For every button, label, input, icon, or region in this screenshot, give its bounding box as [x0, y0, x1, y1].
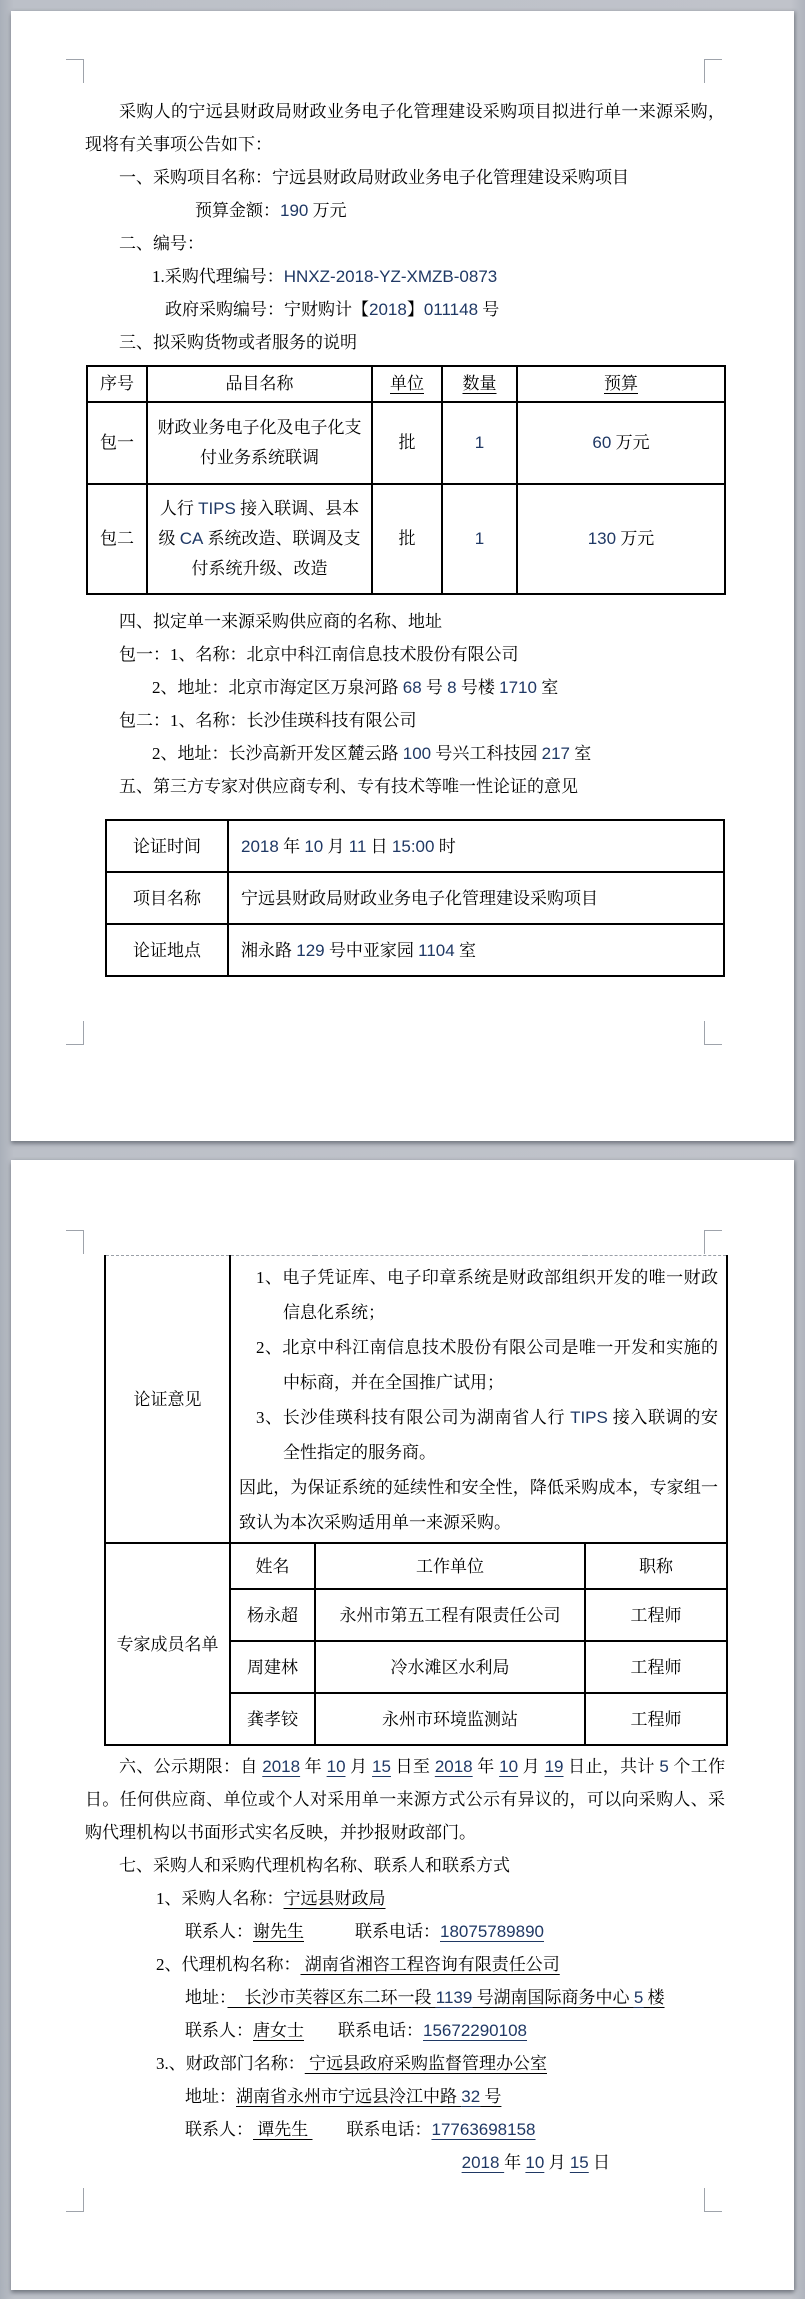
- table-header-row: [87, 366, 725, 402]
- text-segment: 3、长沙佳瑛科技有限公司为湖南省人行: [256, 1408, 571, 1427]
- cell-expert-title: 工程师: [585, 1693, 727, 1745]
- text-segment: 万元: [616, 529, 655, 548]
- text-segment: 时: [434, 836, 456, 856]
- document-page-1: [11, 11, 794, 1141]
- text-segment: 号湖南国际商务中心: [472, 1988, 634, 2007]
- text-segment: 联系人：: [185, 2120, 253, 2139]
- fiscal-contact-line: [85, 2113, 725, 2146]
- margin-corner-mark: [704, 2188, 722, 2212]
- text-segment: 10: [304, 836, 324, 856]
- cell-value: [228, 924, 724, 976]
- text-segment: 68: [402, 678, 422, 697]
- section1-title: 一、采购项目名称：宁远县财政局财政业务电子化管理建设采购项目: [119, 168, 629, 187]
- text-segment: 长沙市芙蓉区东二环一段: [227, 1988, 436, 2007]
- experts-label-cell: 专家成员名单: [105, 1543, 230, 1745]
- text-segment: 3.、财政部门名称：: [156, 2054, 305, 2073]
- cell-expert-title: 工程师: [585, 1641, 727, 1693]
- text-segment: 2018: [461, 2153, 505, 2172]
- text-segment: 129: [296, 940, 325, 960]
- table-row: [106, 872, 724, 924]
- text-segment: 号: [480, 2087, 502, 2106]
- text-segment: [304, 1922, 355, 1941]
- cell-label: 论证时间: [106, 820, 228, 872]
- section2-title: 二、编号：: [119, 234, 204, 253]
- text-segment: 130: [587, 529, 617, 548]
- text-segment: 5: [633, 1988, 644, 2007]
- fiscal-address-line: [85, 2080, 725, 2113]
- text-segment: 谭先生: [253, 2120, 313, 2139]
- intro-paragraph: [85, 95, 725, 161]
- text-segment: 15:00: [391, 836, 435, 856]
- cell-label: 项目名称: [106, 872, 228, 924]
- table-row: [87, 484, 725, 594]
- text-segment: 采购人的宁远县财政局财政业务电子化管理建设采购项目拟进行单一来源采购，现将有关事项公告如下：: [85, 102, 725, 154]
- text-segment: 接入联调、县本级: [158, 499, 360, 548]
- procurement-items-table: [86, 365, 726, 595]
- text-segment: 2、地址：北京市海定区万泉河路: [152, 678, 403, 697]
- text-segment: 号: [421, 678, 448, 697]
- text-segment: 包一：1、名称：北京中科江南信息技术股份有限公司: [119, 645, 519, 664]
- buyer-contact-line: [85, 1915, 725, 1948]
- opinion-item: [239, 1260, 718, 1330]
- supplier2-name: [85, 704, 725, 737]
- text-segment: 日: [588, 2153, 610, 2172]
- text-segment: 1、采购人名称：: [156, 1889, 284, 1908]
- text-segment: 联系电话：: [355, 1922, 440, 1941]
- cell-seq: 包二: [87, 484, 147, 594]
- header-budget: 预算: [517, 366, 725, 402]
- buyer-name-line: [85, 1882, 725, 1915]
- text-segment: 地址：: [185, 2087, 236, 2106]
- agency-number-line: [85, 260, 725, 293]
- opinion-label-cell: 论证意见: [105, 1256, 230, 1544]
- text-segment: [304, 2021, 338, 2040]
- opinion-row: [105, 1256, 727, 1544]
- cell-seq: 包一: [87, 402, 147, 484]
- cell-unit: 批: [372, 484, 442, 594]
- agent-address-line: [85, 1981, 725, 2014]
- text-segment: 个工作日。任何供应商、单位或个人对采用单一来源方式公示有异议的，可以向采购人、采购代理机构以书面形式实名反映，并抄报财政部门。: [85, 1757, 726, 1842]
- header-qty: 数量: [442, 366, 517, 402]
- text-segment: 217: [541, 744, 570, 763]
- text-segment: 联系电话：: [338, 2021, 423, 2040]
- section4-title: 四、拟定单一来源采购供应商的名称、地址: [119, 612, 442, 631]
- text-segment: 因此，为保证系统的延续性和安全性，降低采购成本，专家组一致认为本次采购适用单一来源采购。: [239, 1478, 719, 1532]
- cell-expert-name: 周建林: [230, 1641, 315, 1693]
- text-segment: 8: [447, 678, 457, 697]
- text-segment: 15: [372, 1757, 391, 1776]
- text-segment: 10: [326, 1757, 346, 1776]
- cell-qty: [442, 402, 517, 484]
- text-segment: 日止，共计: [563, 1757, 660, 1776]
- text-segment: 号中亚家园: [324, 940, 419, 960]
- budget-line: [85, 194, 725, 227]
- header-seq: 序号: [87, 366, 147, 402]
- table-row: [87, 402, 725, 484]
- text-segment: 湖南省湘咨工程咨询有限责任公司: [300, 1955, 560, 1974]
- text-segment: 2018: [241, 836, 279, 856]
- text-segment: 1.: [152, 267, 165, 286]
- text-segment: 2、地址：长沙高新开发区麓云路: [152, 744, 403, 763]
- cell-value: [228, 820, 724, 872]
- text-segment: 包二：1、名称：长沙佳瑛科技有限公司: [119, 711, 417, 730]
- text-segment: 宁远县财政局财政业务电子化管理建设采购项目: [241, 888, 598, 908]
- text-segment: 号兴工科技园: [431, 744, 542, 763]
- text-segment: 预算金额：: [195, 201, 280, 220]
- text-segment: CA: [179, 529, 204, 548]
- cell-expert-org: 永州市第五工程有限责任公司: [315, 1589, 585, 1641]
- text-segment: 室: [536, 678, 559, 697]
- text-segment: 室: [454, 940, 476, 960]
- supplier2-address: [85, 737, 725, 770]
- text-segment: 2、代理机构名称：: [156, 1955, 301, 1974]
- text-segment: 2、北京中科江南信息技术股份有限公司是唯一开发和实施的中标商，并在全国推广试用；: [256, 1338, 719, 1392]
- opinion-item: [239, 1400, 718, 1470]
- text-segment: 5: [659, 1757, 669, 1776]
- section3-title: 三、拟采购货物或者服务的说明: [119, 333, 357, 352]
- supplier1-name: [85, 638, 725, 671]
- text-segment: 宁远县财政局: [283, 1889, 386, 1908]
- page2-content: [11, 1160, 794, 2179]
- text-segment: 32: [461, 2087, 481, 2106]
- section7-title: 七、采购人和采购代理机构名称、联系人和联系方式: [119, 1856, 510, 1875]
- text-segment: 楼: [643, 1988, 665, 2007]
- cell-label: 论证地点: [106, 924, 228, 976]
- text-segment: 日: [366, 836, 392, 856]
- text-segment: 月: [544, 2153, 570, 2172]
- margin-corner-mark: [704, 1021, 722, 1045]
- text-segment: 11: [348, 836, 367, 856]
- text-segment: 1710: [499, 678, 537, 697]
- text-segment: 系统改造、联调及支付系统升级、改造: [191, 529, 361, 578]
- text-segment: 联系人：: [185, 2021, 253, 2040]
- text-segment: [313, 2120, 347, 2139]
- margin-corner-mark: [66, 2188, 84, 2212]
- text-segment: 财政业务电子化及电子化支付业务系统联调: [157, 418, 362, 467]
- text-segment: 】: [406, 300, 424, 319]
- text-segment: 宁远县政府采购监督管理办公室: [304, 2054, 547, 2073]
- text-segment: 月: [518, 1757, 545, 1776]
- gov-number-line: [85, 293, 725, 326]
- text-segment: 谢先生: [253, 1922, 304, 1941]
- text-segment: 唐女士: [253, 2021, 304, 2040]
- text-segment: 100: [402, 744, 432, 763]
- agent-name-line: [85, 1948, 725, 1981]
- text-segment: 湘永路: [241, 940, 297, 960]
- text-segment: 月: [323, 836, 349, 856]
- text-segment: 万元: [308, 201, 347, 220]
- page1-content: [11, 11, 794, 977]
- section5-title: 五、第三方专家对供应商专利、专有技术等唯一性论证的意见: [119, 777, 578, 796]
- text-segment: 2018: [434, 1757, 473, 1776]
- cell-expert-org: 永州市环境监测站: [315, 1693, 585, 1745]
- opinion-content-cell: [230, 1256, 727, 1544]
- text-segment: 联系人：: [185, 1922, 253, 1941]
- header-unit: 单位: [372, 366, 442, 402]
- text-segment: 年: [504, 2153, 526, 2172]
- text-segment: 人行: [159, 499, 199, 518]
- cell-unit: 批: [372, 402, 442, 484]
- text-segment: 1104: [418, 940, 455, 960]
- text-segment: 1、电子凭证库、电子印章系统是财政部组织开发的唯一财政信息化系统；: [256, 1268, 719, 1322]
- announcement-date-line: [85, 2146, 725, 2179]
- header-expert-name: 姓名: [230, 1543, 315, 1589]
- opinion-conclusion: [239, 1470, 718, 1540]
- text-segment: 联系电话：: [346, 2120, 432, 2139]
- text-segment: 室: [570, 744, 592, 763]
- text-segment: HNXZ-2018-YZ-XMZB-0873: [283, 267, 498, 286]
- text-segment: 年: [300, 1757, 327, 1776]
- text-segment: 2018: [369, 300, 407, 319]
- cell-expert-org: 冷水滩区水利局: [315, 1641, 585, 1693]
- header-expert-org: 工作单位: [315, 1543, 585, 1589]
- cell-item-name: [147, 402, 372, 484]
- table-row: [106, 924, 724, 976]
- cell-item-name: [147, 484, 372, 594]
- cell-qty: [442, 484, 517, 594]
- text-segment: 18075789890: [440, 1922, 545, 1941]
- cell-budget: [517, 484, 725, 594]
- cell-expert-name: 龚孝铰: [230, 1693, 315, 1745]
- text-segment: 011148: [423, 300, 479, 319]
- header-item-name: 品目名称: [147, 366, 372, 402]
- text-segment: 10: [525, 2153, 545, 2172]
- text-segment: 政府采购编号：宁财购计【: [165, 300, 369, 319]
- header-expert-title: 职称: [585, 1543, 727, 1589]
- text-segment: TIPS: [570, 1408, 608, 1427]
- margin-corner-mark: [66, 1021, 84, 1045]
- margin-corner-mark: [704, 59, 722, 83]
- text-segment: 日至: [390, 1757, 435, 1776]
- opinion-experts-table: [104, 1255, 728, 1746]
- text-segment: 1: [474, 529, 485, 548]
- margin-corner-mark: [66, 59, 84, 83]
- text-segment: 月: [345, 1757, 373, 1776]
- text-segment: 湖南省永州市宁远县泠江中路: [236, 2087, 462, 2106]
- cell-budget: [517, 402, 725, 484]
- text-segment: 19: [544, 1757, 564, 1776]
- text-segment: TIPS: [198, 499, 236, 518]
- text-segment: 年: [472, 1757, 500, 1776]
- text-segment: 2018: [262, 1757, 301, 1776]
- cell-expert-name: 杨永超: [230, 1589, 315, 1641]
- document-page-2: [11, 1160, 794, 2290]
- text-segment: 10: [499, 1757, 519, 1776]
- text-segment: 1: [474, 433, 485, 452]
- text-segment: 15672290108: [423, 2021, 528, 2040]
- text-segment: 年: [278, 836, 305, 856]
- text-segment: 17763698158: [431, 2120, 536, 2139]
- text-segment: 接入联调的安全性指定的服务商。: [283, 1408, 719, 1462]
- margin-corner-mark: [704, 1230, 722, 1254]
- supplier1-address: [85, 671, 725, 704]
- fiscal-name-line: [85, 2047, 725, 2080]
- text-segment: 采购代理编号：: [164, 267, 284, 286]
- cell-expert-title: 工程师: [585, 1589, 727, 1641]
- experts-header-row: [105, 1543, 727, 1589]
- text-segment: 万元: [611, 433, 650, 452]
- text-segment: 15: [569, 2153, 589, 2172]
- section6-paragraph: [85, 1750, 725, 1849]
- text-segment: 号楼: [456, 678, 500, 697]
- table-row: [106, 820, 724, 872]
- text-segment: 1139: [435, 1988, 473, 2007]
- cell-value: [228, 872, 724, 924]
- opinion-item: [239, 1330, 718, 1400]
- text-segment: 号: [478, 300, 500, 319]
- margin-corner-mark: [66, 1230, 84, 1254]
- text-segment: 60: [592, 433, 612, 452]
- text-segment: 190: [280, 201, 309, 220]
- text-segment: 六、公示期限：自: [119, 1757, 263, 1776]
- text-segment: 地址：: [185, 1988, 228, 2007]
- agent-contact-line: [85, 2014, 725, 2047]
- demonstration-info-table: [105, 819, 725, 977]
